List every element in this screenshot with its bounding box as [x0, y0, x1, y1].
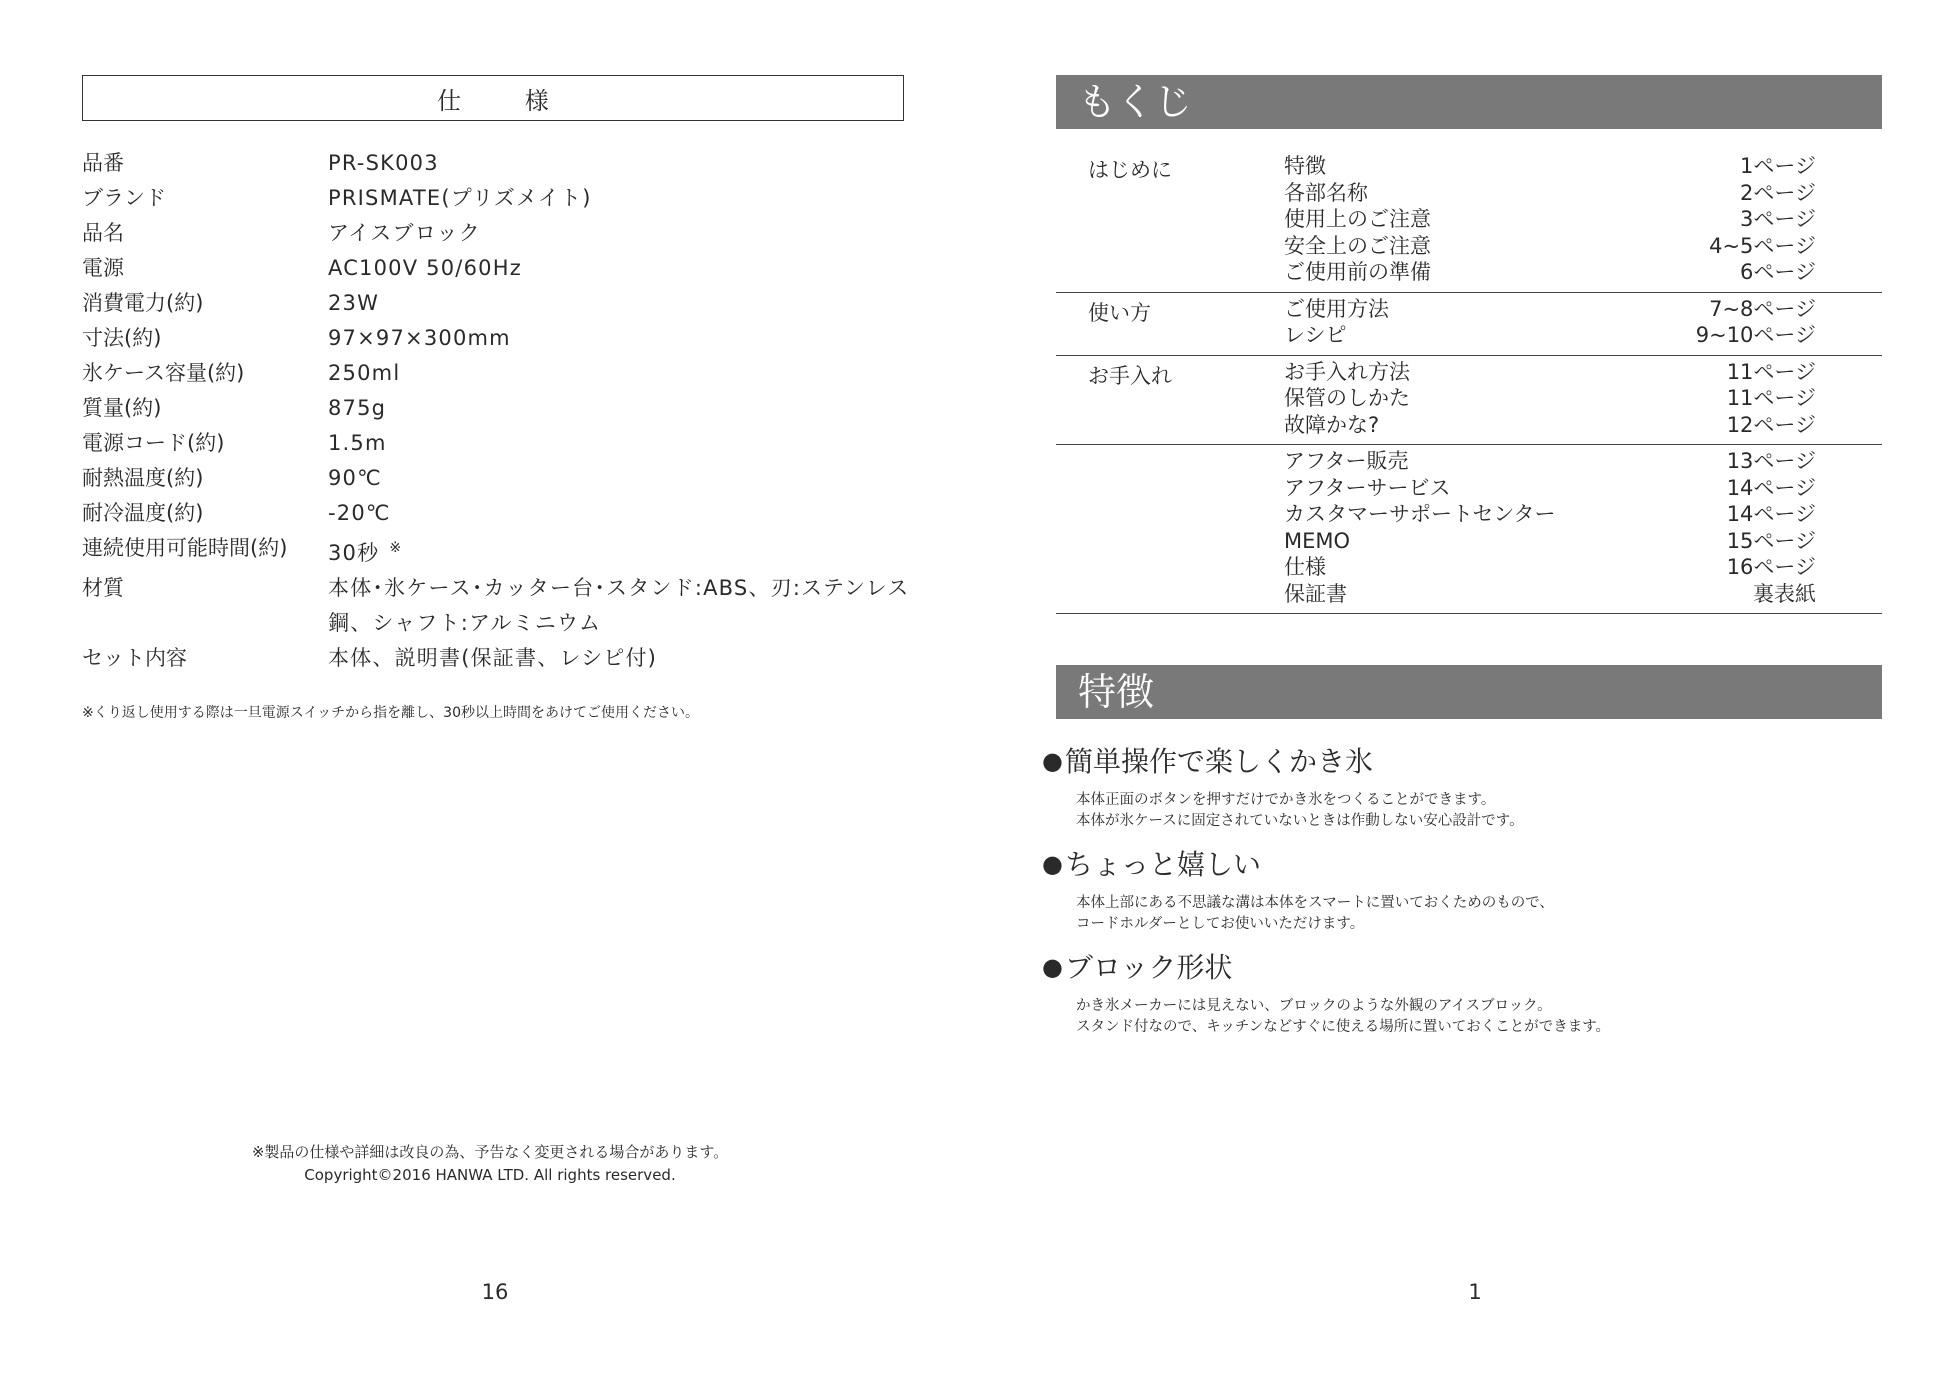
feature-heading-text: ちょっと嬉しい: [1064, 848, 1261, 881]
spec-label: 氷ケース容量(約): [82, 361, 245, 385]
page-number-left: 16: [481, 1280, 509, 1304]
toc-item-title: 仕様: [1284, 555, 1326, 579]
spec-row: [82, 286, 922, 321]
table-of-contents: [1056, 150, 1882, 614]
spec-label: [82, 606, 328, 641]
spec-row: [82, 426, 922, 461]
spec-note: ※くり返し使用する際は一旦電源スイッチから指を離し、30秒以上時間をあけてご使用ください。: [82, 705, 699, 721]
toc-item-page: 15ページ: [1726, 528, 1816, 553]
feature-heading: [1042, 843, 1922, 883]
spec-label: 品名: [82, 221, 124, 245]
toc-section: [1056, 293, 1882, 356]
spec-value-text: 250ml: [328, 361, 401, 385]
spec-value: [328, 181, 922, 216]
spec-row: [82, 251, 922, 286]
spec-value-text: PRISMATE(プリズメイト): [328, 186, 592, 210]
feature-line: 本体上部にある不思議な溝は本体をスマートに置いておくためのもので、: [1076, 895, 1554, 911]
spec-title: 仕 様: [82, 75, 904, 121]
feature-body: [1076, 790, 1922, 832]
spec-row: [82, 531, 922, 571]
feature-heading: [1042, 946, 1922, 986]
spec-value-text: アイスブロック: [328, 221, 481, 245]
toc-item[interactable]: [1056, 412, 1882, 439]
toc-item-title: 故障かな?: [1284, 412, 1380, 437]
toc-item-page: 3ページ: [1740, 207, 1816, 231]
toc-section: [1056, 445, 1882, 614]
feature-item: [1042, 946, 1922, 1038]
toc-item-page: 2ページ: [1740, 180, 1816, 205]
spec-row: [82, 641, 922, 676]
spec-value-text: 90℃: [328, 466, 382, 490]
spec-value-text: 97×97×300mm: [328, 326, 511, 350]
toc-item-page: 13ページ: [1726, 449, 1816, 473]
spec-row: [82, 606, 922, 641]
spec-value-text: AC100V 50/60Hz: [328, 256, 522, 280]
toc-section-label: 使い方: [1088, 300, 1151, 325]
spec-value: [328, 606, 922, 641]
toc-item-page: 11ページ: [1726, 359, 1816, 384]
toc-section-label: はじめに: [1088, 158, 1172, 182]
bullet-icon: ●: [1042, 953, 1063, 981]
toc-item-page: 1ページ: [1740, 154, 1816, 178]
toc-item-page: 12ページ: [1726, 412, 1816, 437]
toc-item[interactable]: [1056, 233, 1882, 260]
toc-item-page: 14ページ: [1726, 502, 1816, 526]
toc-item-page: 9~10ページ: [1695, 323, 1816, 347]
toc-item-title: ご使用方法: [1284, 296, 1389, 321]
toc-item[interactable]: [1056, 259, 1882, 286]
toc-item-page: 11ページ: [1726, 386, 1816, 410]
feature-line: コードホルダーとしてお使いいただけます。: [1076, 916, 1365, 932]
feature-line: スタンド付なので、キッチンなどすぐに使える場所に置いておくことができます。: [1076, 1019, 1611, 1035]
toc-item-title: レシピ: [1284, 323, 1347, 347]
toc-item-title: お手入れ方法: [1284, 359, 1410, 384]
spec-value-text: 875g: [328, 396, 387, 420]
spec-note-mark: ※: [389, 540, 403, 556]
toc-item-title: 保管のしかた: [1284, 386, 1410, 410]
page-number-right: 1: [1468, 1280, 1482, 1304]
spec-row: [82, 496, 922, 531]
spec-value: [328, 321, 922, 356]
spec-row: [82, 216, 922, 251]
feature-heading-text: 簡単操作で楽しくかき氷: [1064, 745, 1373, 778]
toc-item-title: 保証書: [1284, 581, 1347, 606]
copyright: Copyright©2016 HANWA LTD. All rights reserved.: [304, 1166, 676, 1184]
toc-item-title: カスタマーサポートセンター: [1284, 502, 1556, 526]
spec-value-text: 本体、説明書(保証書、レシピ付): [328, 646, 658, 670]
toc-item-page: 7~8ページ: [1709, 296, 1816, 321]
toc-section-label: お手入れ: [1088, 363, 1172, 388]
spec-value: [328, 496, 922, 531]
spec-value: [328, 391, 922, 426]
spec-value-text: 鋼、シャフト:アルミニウム: [328, 611, 602, 635]
spec-value: [328, 216, 922, 251]
spec-value: [328, 531, 922, 571]
right-page: [980, 0, 1943, 1376]
feature-item: [1042, 740, 1922, 832]
feature-line: かき氷メーカーには見えない、ブロックのような外観のアイスブロック。: [1076, 998, 1552, 1014]
spec-row: [82, 356, 922, 391]
toc-item[interactable]: [1056, 528, 1882, 555]
features-title: 特徴: [1056, 665, 1882, 719]
footer-note: ※製品の仕様や詳細は改良の為、予告なく変更される場合があります。: [251, 1143, 729, 1161]
spec-value: [328, 356, 922, 391]
spec-value-text: 30秒: [328, 541, 380, 565]
toc-section: [1056, 356, 1882, 446]
feature-item: [1042, 843, 1922, 935]
toc-section: [1056, 150, 1882, 293]
toc-item[interactable]: [1056, 296, 1882, 323]
toc-item-title: MEMO: [1284, 528, 1351, 553]
spec-label: 材質: [82, 576, 124, 600]
toc-item-title: 安全上のご注意: [1284, 233, 1431, 258]
toc-item[interactable]: [1056, 448, 1882, 475]
feature-heading-text: ブロック形状: [1064, 951, 1233, 984]
toc-item[interactable]: [1056, 206, 1882, 233]
spec-value: [328, 286, 922, 321]
spec-label: 耐熱温度(約): [82, 466, 204, 490]
spec-label: セット内容: [82, 646, 187, 670]
toc-item-title: 各部名称: [1284, 180, 1368, 205]
spec-row: [82, 571, 922, 606]
spec-value: [328, 571, 922, 606]
toc-item[interactable]: [1056, 581, 1882, 608]
spec-value-text: 23W: [328, 291, 380, 315]
spec-value: [328, 251, 922, 286]
toc-item-title: アフターサービス: [1284, 475, 1451, 500]
toc-item-page: 6ページ: [1740, 260, 1816, 284]
spec-value-text: -20℃: [328, 501, 391, 525]
spec-row: [82, 181, 922, 216]
spec-label: 質量(約): [82, 396, 162, 420]
toc-item-page: 4~5ページ: [1709, 233, 1816, 258]
toc-item-page: 14ページ: [1726, 475, 1816, 500]
feature-body: [1076, 893, 1922, 935]
feature-body: [1076, 996, 1922, 1038]
spec-value: [328, 641, 922, 676]
spec-label: 電源: [82, 256, 124, 280]
toc-item[interactable]: [1056, 475, 1882, 502]
bullet-icon: ●: [1042, 850, 1063, 878]
spec-value-text: 本体･氷ケース･カッター台･スタンド:ABS、刃:ステンレス: [328, 576, 910, 600]
toc-item[interactable]: [1056, 385, 1882, 412]
spec-label: 電源コード(約): [82, 431, 225, 455]
feature-line: 本体正面のボタンを押すだけでかき氷をつくることができます。: [1076, 792, 1496, 808]
feature-line: 本体が氷ケースに固定されていないときは作動しない安心設計です。: [1076, 813, 1524, 829]
spec-row: [82, 146, 922, 181]
toc-item-page: 裏表紙: [1753, 581, 1816, 606]
spec-value: [328, 461, 922, 496]
toc-item-title: アフター販売: [1284, 449, 1409, 473]
spec-label: 品番: [82, 151, 124, 175]
spec-value: [328, 146, 922, 181]
spec-list: [82, 146, 922, 676]
toc-item[interactable]: [1056, 359, 1882, 386]
bullet-icon: ●: [1042, 747, 1063, 775]
toc-item[interactable]: [1056, 180, 1882, 207]
spec-label: 連続使用可能時間(約): [82, 536, 288, 560]
toc-item-page: 16ページ: [1726, 555, 1816, 579]
spec-value-text: 1.5m: [328, 431, 387, 455]
spec-label: 耐冷温度(約): [82, 501, 204, 525]
spec-row: [82, 391, 922, 426]
toc-title: もくじ: [1056, 75, 1882, 129]
spec-label: 寸法(約): [82, 326, 162, 350]
toc-item-title: 特徴: [1284, 154, 1326, 178]
spec-label: 消費電力(約): [82, 291, 204, 315]
spec-row: [82, 321, 922, 356]
spec-label: ブランド: [82, 186, 166, 210]
toc-item[interactable]: [1056, 501, 1882, 528]
toc-item[interactable]: [1056, 322, 1882, 349]
spec-value: [328, 426, 922, 461]
toc-item[interactable]: [1056, 153, 1882, 180]
toc-item-title: 使用上のご注意: [1284, 207, 1431, 231]
feature-heading: [1042, 740, 1922, 780]
toc-item[interactable]: [1056, 554, 1882, 581]
spec-value-text: PR-SK003: [328, 151, 439, 175]
spec-row: [82, 461, 922, 496]
toc-item-title: ご使用前の準備: [1284, 260, 1431, 284]
